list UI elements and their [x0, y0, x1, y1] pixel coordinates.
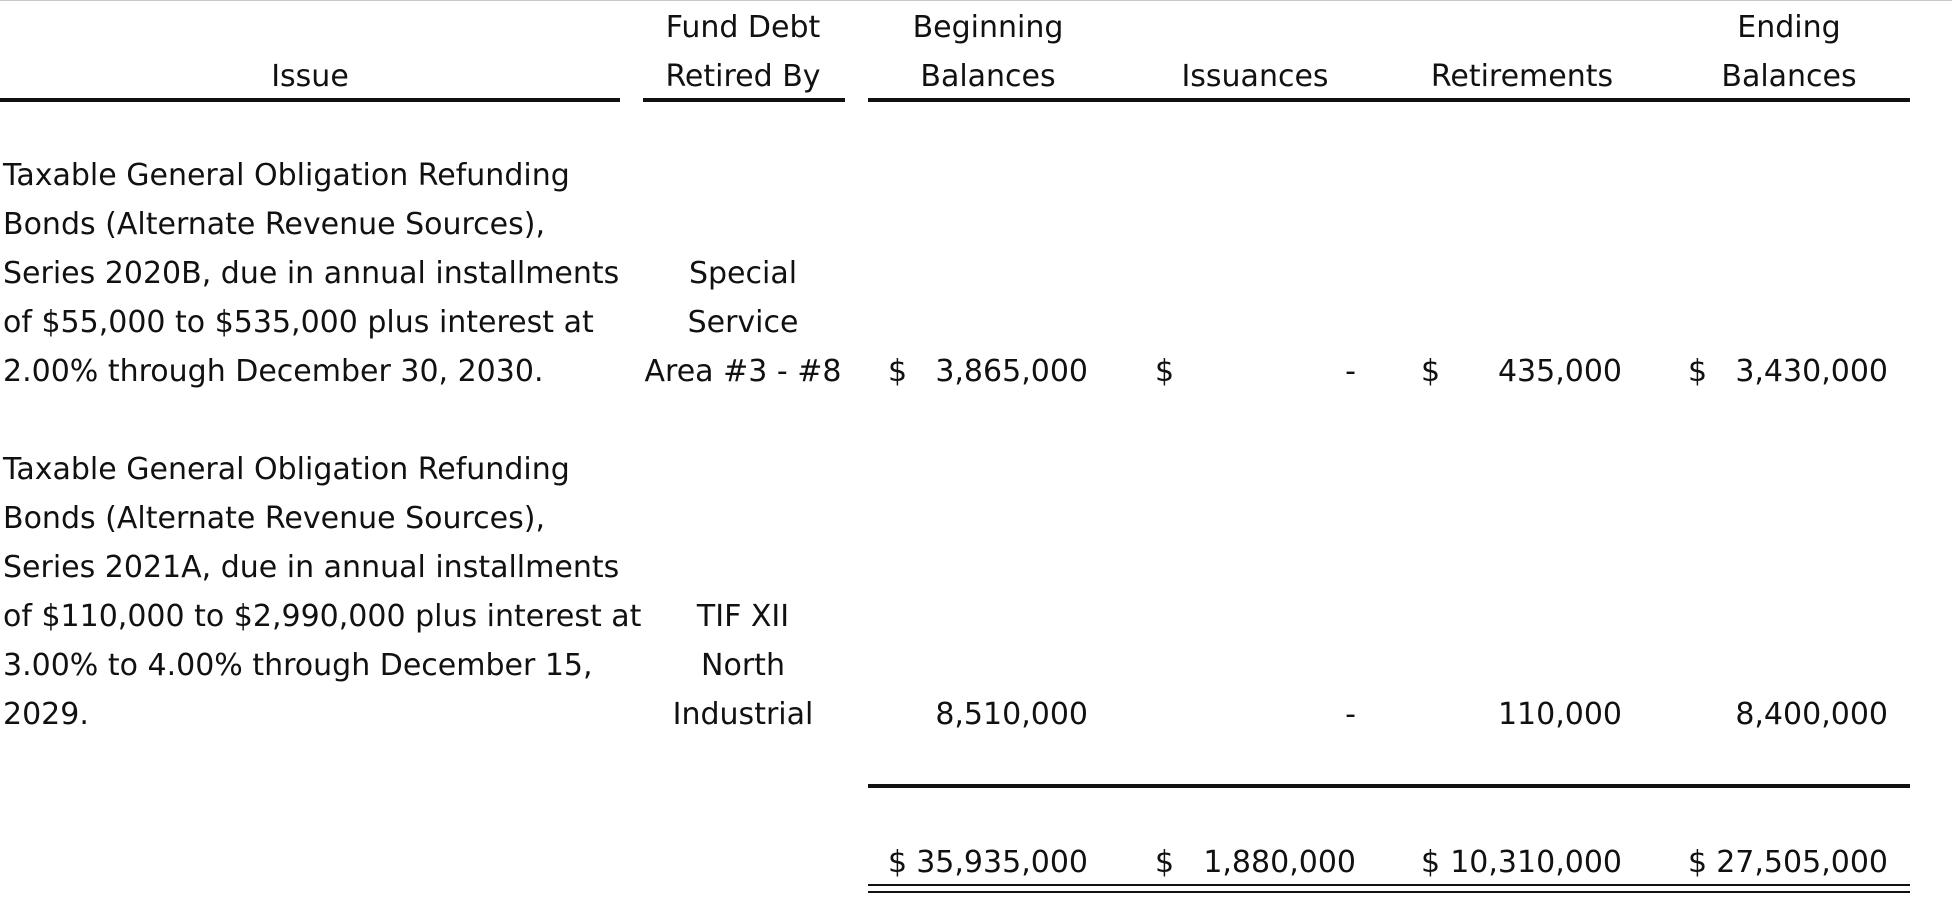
top-border: [0, 0, 1952, 1]
retirements-amount: 435,000: [1497, 354, 1622, 389]
issue-line: 3.00% to 4.00% through December 15,: [3, 648, 593, 683]
header-issuances: Issuances: [1181, 59, 1329, 94]
beginning-balance: 8,510,000: [935, 697, 1088, 732]
currency-symbol: $: [1688, 845, 1708, 880]
fund-line: TIF XII: [696, 599, 790, 634]
issue-line: Taxable General Obligation Refunding: [3, 158, 570, 193]
header-retirements: Retirements: [1430, 59, 1614, 94]
issuances-amount: -: [1345, 354, 1356, 389]
fund-line: North: [701, 648, 785, 683]
issue-line: Taxable General Obligation Refunding: [3, 452, 570, 487]
currency-symbol: $: [1688, 354, 1708, 389]
header-issue: Issue: [271, 59, 349, 94]
issue-line: Bonds (Alternate Revenue Sources),: [3, 207, 545, 242]
currency-symbol: $: [888, 354, 908, 389]
ending-balance: 8,400,000: [1735, 697, 1888, 732]
issue-line: 2029.: [3, 697, 89, 732]
beginning-balance: 3,865,000: [935, 354, 1088, 389]
retirements-amount: 110,000: [1497, 697, 1622, 732]
total-ending: 27,505,000: [1716, 845, 1888, 880]
currency-symbol: $: [1155, 354, 1175, 389]
header-ending-line1: Ending: [1737, 10, 1841, 45]
header-beginning-line1: Beginning: [912, 10, 1064, 45]
header-beginning-line2: Balances: [920, 59, 1056, 94]
issue-line: of $55,000 to $535,000 plus interest at: [3, 305, 594, 340]
currency-symbol: $: [1155, 845, 1175, 880]
issue-line: Series 2021A, due in annual installments: [3, 550, 620, 585]
fund-line: Service: [687, 305, 799, 340]
fund-line: Area #3 - #8: [644, 354, 842, 389]
issuances-amount: -: [1345, 697, 1356, 732]
header-ending-line2: Balances: [1721, 59, 1857, 94]
total-double-underline: [868, 884, 1910, 893]
subtotal-rule: [868, 784, 1910, 788]
currency-symbol: $: [888, 845, 908, 880]
currency-symbol: $: [1421, 845, 1441, 880]
header-fund-line1: Fund Debt: [665, 10, 821, 45]
issue-line: Bonds (Alternate Revenue Sources),: [3, 501, 545, 536]
currency-symbol: $: [1421, 354, 1441, 389]
ending-balance: 3,430,000: [1735, 354, 1888, 389]
header-underline-fund: [643, 98, 845, 102]
total-beginning: 35,935,000: [916, 845, 1088, 880]
issue-line: 2.00% through December 30, 2030.: [3, 354, 544, 389]
header-underline-issue: [0, 98, 620, 102]
header-underline-amounts: [868, 98, 1910, 102]
total-retirements: 10,310,000: [1450, 845, 1622, 880]
header-fund-line2: Retired By: [665, 59, 821, 94]
fund-line: Industrial: [672, 697, 814, 732]
fund-line: Special: [688, 256, 798, 291]
total-issuances: 1,880,000: [1203, 845, 1356, 880]
issue-line: Series 2020B, due in annual installments: [3, 256, 620, 291]
issue-line: of $110,000 to $2,990,000 plus interest at: [3, 599, 642, 634]
